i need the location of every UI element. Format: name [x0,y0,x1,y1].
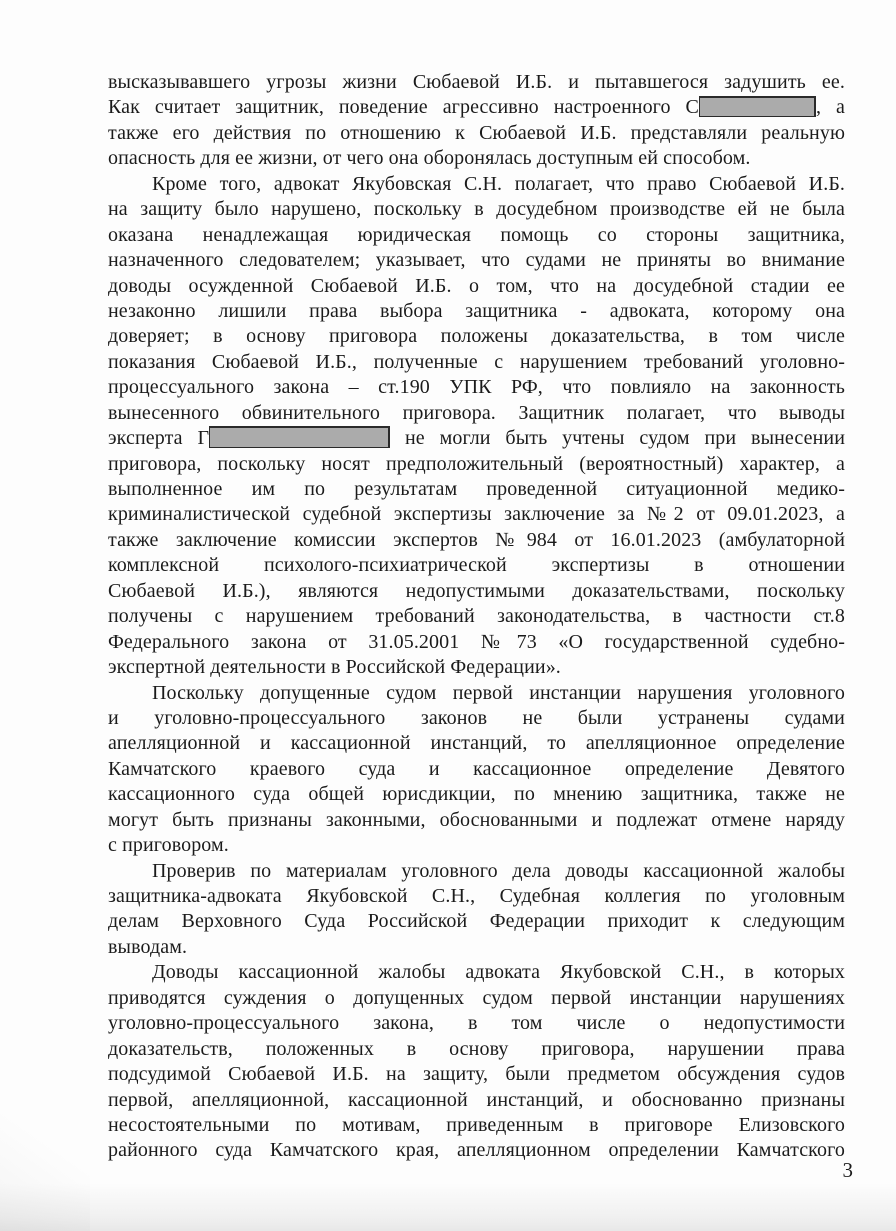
text-line: Кроме того, адвокат Якубовская С.Н. полагает, что право Сюбаевой И.Б. [152,172,845,195]
text-line: подсудимой Сюбаевой И.Б. на защиту, были предметом обсуждения судов [108,1063,845,1086]
text-line: могут быть признаны законными, обоснованными и подлежат отмене наряду [108,808,845,831]
text-line: процессуального закона – ст.190 УПК РФ, что повлияло на законность [108,376,845,399]
text-line: Проверив по материалам уголовного дела доводы кассационной жалобы [152,859,845,882]
paragraph [108,172,845,681]
text-line: с приговором. [108,834,229,857]
text-line: незаконно лишили права выбора защитника - адвоката, которому она [108,299,845,322]
text-line: кассационного суда общей юрисдикции, по мнению защитника, также не [108,783,845,806]
text-line: Федерального закона от 31.05.2001 №73 «О государственной судебно- [108,630,845,653]
text-line: комплексной психолого-психиатрической экспертизы в отношении [108,554,845,577]
text-line: экспертной деятельности в Российской Федерации». [108,656,561,679]
text-line: доказательств, положенных в основу приговора, нарушении права [108,1037,845,1060]
text-line: также его действия по отношению к Сюбаевой И.Б. представляли реальную [108,121,845,144]
scan-shadow-bottom [0,1183,896,1231]
redaction-box [699,96,816,117]
text-line: вынесенного обвинительного приговора. Защитник полагает, что выводы [108,401,845,424]
text-line: выводам. [108,935,188,958]
text-line: и уголовно-процессуального законов не были устранены судами [108,706,845,729]
text-line: эксперта Г не могли быть учтены судом при вынесении [108,427,845,450]
text-line: приговора, поскольку носят предположительный (вероятностный) характер, а [108,452,845,475]
text-line: показания Сюбаевой И.Б., полученные с нарушением требований уголовно- [108,350,845,373]
paragraph [108,960,845,1164]
text-line: высказывавшего угрозы жизни Сюбаевой И.Б. и пытавшегося задушить ее. [108,71,845,93]
text-line: несостоятельными по мотивам, приведенным в приговоре Елизовского [108,1113,845,1136]
text-line: Поскольку допущенные судом первой инстанции нарушения уголовного [152,681,845,704]
text-line: уголовно-процессуального закона, в том числе о недопустимости [108,1012,845,1035]
text-line: оказана ненадлежащая юридическая помощь со стороны защитника, [108,223,845,246]
redaction-box [209,426,390,448]
text-line: Как считает защитник, поведение агрессивно настроенного С , а [108,96,845,119]
text-line: получены с нарушением требований законодательства, в частности ст.8 [108,605,845,628]
paragraph [108,859,845,961]
text-line: доверяет; в основу приговора положены доказательства, в том числе [108,325,845,348]
text-line: районного суда Камчатского края, апелляционном определении Камчатского [108,1139,845,1162]
text-line: приводятся суждения о допущенных судом первой инстанции нарушениях [108,986,845,1009]
text-line: доводы осужденной Сюбаевой И.Б. о том, что на досудебной стадии ее [108,274,845,297]
text-line: Камчатского краевого суда и кассационное определение Девятого [108,757,845,780]
paragraph [108,70,845,172]
text-line: на защиту было нарушено, поскольку в досудебном производстве ей не была [108,198,845,221]
text-block [108,70,845,1164]
text-line: делам Верховного Суда Российской Федерации приходит к следующим [108,910,845,933]
text-line: криминалистической судебной экспертизы заключение за №2 от 09.01.2023, а [108,503,845,526]
text-line: первой, апелляционной, кассационной инстанций, и обоснованно признаны [108,1088,845,1111]
text-line: выполненное им по результатам проведенной ситуационной медико- [108,478,845,500]
page-number: 3 [842,1158,853,1182]
text-line: апелляционной и кассационной инстанций, то апелляционное определение [108,732,845,755]
paragraph [108,681,845,859]
scan-shadow-left [0,1091,90,1231]
text-line: также заключение комиссии экспертов №984 от 16.01.2023 (амбулаторной [108,528,845,551]
text-line: назначенного следователем; указывает, что судами не приняты во внимание [108,249,845,272]
text-line: защитника-адвоката Якубовской С.Н., Судебная коллегия по уголовным [108,885,845,907]
text-line: опасность для ее жизни, от чего она оборонялась доступным ей способом. [108,147,751,170]
text-line: Доводы кассационной жалобы адвоката Якубовской С.Н., в которых [152,961,845,984]
text-line: Сюбаевой И.Б.), являются недопустимыми доказательствами, поскольку [108,579,845,602]
